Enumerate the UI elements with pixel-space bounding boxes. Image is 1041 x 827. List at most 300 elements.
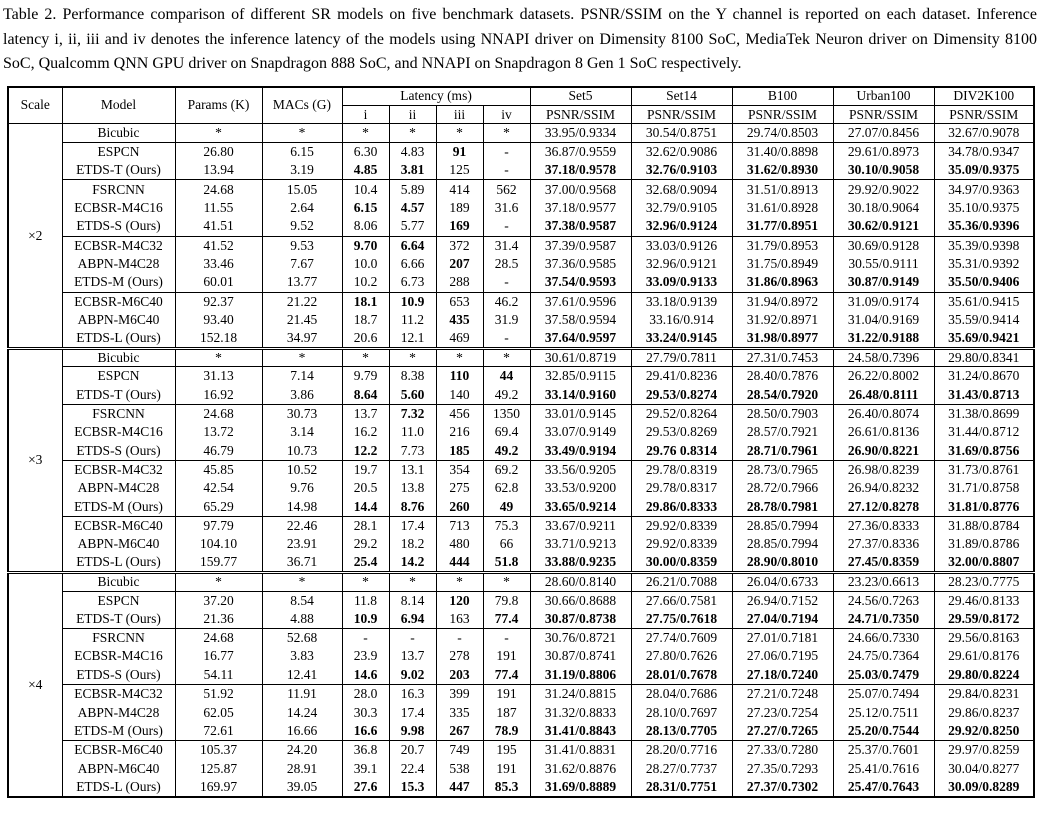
cell-psnr-set14: 28.27/0.7737 <box>631 759 732 778</box>
cell-psnr-set5: 37.64/0.9597 <box>530 329 631 348</box>
cell-model: ETDS-L (Ours) <box>62 778 175 797</box>
header-dataset-set14: Set14 <box>631 87 732 106</box>
table-row <box>8 311 1034 330</box>
cell-latency-i: 28.0 <box>342 685 389 704</box>
cell-psnr-b100: 28.85/0.7994 <box>732 535 833 554</box>
cell-params: 93.40 <box>175 311 262 330</box>
cell-macs: 3.14 <box>262 423 342 442</box>
table-row <box>8 647 1034 666</box>
cell-psnr-urban100: 23.23/0.6613 <box>833 572 934 591</box>
cell-psnr-set5: 31.41/0.8843 <box>530 722 631 741</box>
table-row <box>8 685 1034 704</box>
cell-macs: 23.91 <box>262 535 342 554</box>
cell-latency-iii: 653 <box>436 292 483 311</box>
cell-latency-i: 10.2 <box>342 273 389 292</box>
cell-psnr-div2k100: 35.39/0.9398 <box>934 236 1034 255</box>
cell-latency-iv: 191 <box>483 759 530 778</box>
cell-psnr-div2k100: 29.86/0.8237 <box>934 703 1034 722</box>
cell-latency-iii: 275 <box>436 479 483 498</box>
cell-macs: 12.41 <box>262 666 342 685</box>
table-row <box>8 610 1034 629</box>
cell-psnr-div2k100: 29.97/0.8259 <box>934 741 1034 760</box>
cell-latency-iv: 191 <box>483 647 530 666</box>
cell-latency-iii: 267 <box>436 722 483 741</box>
cell-model: ETDS-M (Ours) <box>62 273 175 292</box>
cell-psnr-b100: 27.18/0.7240 <box>732 666 833 685</box>
cell-macs: 52.68 <box>262 628 342 647</box>
cell-latency-iii: 354 <box>436 460 483 479</box>
cell-psnr-set14: 29.78/0.8319 <box>631 460 732 479</box>
cell-model: ETDS-S (Ours) <box>62 217 175 236</box>
cell-psnr-set5: 37.39/0.9587 <box>530 236 631 255</box>
cell-latency-iii: 538 <box>436 759 483 778</box>
cell-psnr-urban100: 29.92/0.9022 <box>833 180 934 199</box>
cell-psnr-set5: 33.88/0.9235 <box>530 554 631 573</box>
cell-latency-iii: 435 <box>436 311 483 330</box>
cell-psnr-urban100: 25.03/0.7479 <box>833 666 934 685</box>
cell-latency-iii: 260 <box>436 498 483 517</box>
cell-model: ETDS-T (Ours) <box>62 161 175 180</box>
cell-latency-iii: 120 <box>436 591 483 610</box>
cell-latency-ii: 20.7 <box>389 741 436 760</box>
table-row <box>8 741 1034 760</box>
cell-macs: 16.66 <box>262 722 342 741</box>
cell-latency-iii: 749 <box>436 741 483 760</box>
cell-psnr-urban100: 24.75/0.7364 <box>833 647 934 666</box>
cell-macs: 4.88 <box>262 610 342 629</box>
cell-macs: 2.64 <box>262 199 342 218</box>
scale-label: ×4 <box>8 572 62 796</box>
cell-psnr-b100: 29.74/0.8503 <box>732 124 833 143</box>
table-caption: Table 2. Performance comparison of different SR models on five benchmark datasets. PSNR/SSIM on the Y channel is reported on each dataset. Inference latency i, ii, iii and iv denotes the inference latency of the models using NNAPI driver on Dimensity 8100 SoC, MediaTek Neuron driver on Dimensity 8100 SoC, Qualcomm QNN GPU driver on Snapdragon 888 SoC, and NNAPI on Snapdragon 8 Gen 1 SoC respectively. <box>3 6 1037 72</box>
table-row <box>8 161 1034 180</box>
cell-latency-iv: 195 <box>483 741 530 760</box>
cell-psnr-set14: 29.53/0.8269 <box>631 423 732 442</box>
header-metric-set5: PSNR/SSIM <box>530 105 631 124</box>
cell-psnr-div2k100: 35.36/0.9396 <box>934 217 1034 236</box>
cell-psnr-urban100: 31.22/0.9188 <box>833 329 934 348</box>
cell-latency-ii: 13.8 <box>389 479 436 498</box>
cell-latency-ii: * <box>389 124 436 143</box>
table-row <box>8 666 1034 685</box>
cell-psnr-div2k100: 31.38/0.8699 <box>934 404 1034 423</box>
cell-psnr-div2k100: 31.24/0.8670 <box>934 367 1034 386</box>
cell-latency-i: 12.2 <box>342 442 389 461</box>
cell-latency-iv: 85.3 <box>483 778 530 797</box>
cell-params: 51.92 <box>175 685 262 704</box>
cell-latency-iii: 189 <box>436 199 483 218</box>
table-row <box>8 199 1034 218</box>
cell-macs: 9.52 <box>262 217 342 236</box>
cell-psnr-set14: 27.66/0.7581 <box>631 591 732 610</box>
cell-psnr-set14: 29.53/0.8274 <box>631 386 732 405</box>
cell-latency-ii: - <box>389 628 436 647</box>
cell-latency-i: 28.1 <box>342 516 389 535</box>
results-table <box>7 86 1035 798</box>
table-row <box>8 367 1034 386</box>
cell-macs: * <box>262 348 342 367</box>
cell-latency-iv: 46.2 <box>483 292 530 311</box>
cell-latency-i: 6.15 <box>342 199 389 218</box>
cell-model: ABPN-M6C40 <box>62 535 175 554</box>
cell-latency-iv: - <box>483 161 530 180</box>
cell-psnr-b100: 27.27/0.7265 <box>732 722 833 741</box>
cell-latency-iv: 51.8 <box>483 554 530 573</box>
cell-psnr-b100: 28.90/0.8010 <box>732 554 833 573</box>
cell-params: 72.61 <box>175 722 262 741</box>
table-row <box>8 236 1034 255</box>
cell-latency-i: 10.4 <box>342 180 389 199</box>
cell-psnr-set5: 33.95/0.9334 <box>530 124 631 143</box>
cell-macs: 8.54 <box>262 591 342 610</box>
cell-latency-iii: 185 <box>436 442 483 461</box>
table-row <box>8 722 1034 741</box>
cell-psnr-urban100: 27.36/0.8333 <box>833 516 934 535</box>
cell-params: 16.77 <box>175 647 262 666</box>
cell-model: ECBSR-M4C32 <box>62 236 175 255</box>
cell-psnr-div2k100: 35.31/0.9392 <box>934 255 1034 274</box>
cell-psnr-div2k100: 29.61/0.8176 <box>934 647 1034 666</box>
cell-params: 41.52 <box>175 236 262 255</box>
cell-psnr-b100: 28.50/0.7903 <box>732 404 833 423</box>
cell-psnr-b100: 27.23/0.7254 <box>732 703 833 722</box>
cell-macs: * <box>262 124 342 143</box>
header-dataset-div2k100: DIV2K100 <box>934 87 1034 106</box>
cell-model: ETDS-M (Ours) <box>62 722 175 741</box>
cell-psnr-b100: 27.01/0.7181 <box>732 628 833 647</box>
cell-params: * <box>175 572 262 591</box>
cell-latency-ii: 5.89 <box>389 180 436 199</box>
cell-model: ECBSR-M4C16 <box>62 423 175 442</box>
cell-latency-iv: 562 <box>483 180 530 199</box>
cell-model: ECBSR-M4C16 <box>62 647 175 666</box>
cell-psnr-urban100: 26.40/0.8074 <box>833 404 934 423</box>
cell-psnr-b100: 28.57/0.7921 <box>732 423 833 442</box>
cell-psnr-div2k100: 30.04/0.8277 <box>934 759 1034 778</box>
cell-latency-iv: 31.9 <box>483 311 530 330</box>
cell-psnr-urban100: 30.62/0.9121 <box>833 217 934 236</box>
cell-psnr-set14: 32.68/0.9094 <box>631 180 732 199</box>
cell-latency-i: 10.0 <box>342 255 389 274</box>
table-row <box>8 348 1034 367</box>
table-row <box>8 124 1034 143</box>
cell-psnr-set5: 33.67/0.9211 <box>530 516 631 535</box>
cell-params: 42.54 <box>175 479 262 498</box>
cell-model: ETDS-S (Ours) <box>62 666 175 685</box>
cell-psnr-urban100: 25.41/0.7616 <box>833 759 934 778</box>
cell-latency-iv: 1350 <box>483 404 530 423</box>
cell-latency-iii: - <box>436 628 483 647</box>
cell-psnr-set14: 32.96/0.9121 <box>631 255 732 274</box>
cell-latency-i: 18.1 <box>342 292 389 311</box>
cell-latency-iii: * <box>436 348 483 367</box>
cell-psnr-set5: 37.54/0.9593 <box>530 273 631 292</box>
cell-psnr-b100: 28.72/0.7966 <box>732 479 833 498</box>
cell-model: ECBSR-M6C40 <box>62 741 175 760</box>
cell-psnr-set5: 37.00/0.9568 <box>530 180 631 199</box>
cell-latency-ii: 11.0 <box>389 423 436 442</box>
cell-latency-ii: 7.32 <box>389 404 436 423</box>
cell-psnr-set5: 37.36/0.9585 <box>530 255 631 274</box>
header-latency-i: i <box>342 105 389 124</box>
cell-psnr-set5: 37.38/0.9587 <box>530 217 631 236</box>
table-row <box>8 516 1034 535</box>
cell-latency-iii: 447 <box>436 778 483 797</box>
cell-latency-i: 29.2 <box>342 535 389 554</box>
cell-params: * <box>175 124 262 143</box>
cell-psnr-set14: 29.92/0.8339 <box>631 516 732 535</box>
cell-latency-iv: * <box>483 348 530 367</box>
cell-latency-iv: 75.3 <box>483 516 530 535</box>
header-model: Model <box>62 87 175 124</box>
cell-psnr-set5: 33.01/0.9145 <box>530 404 631 423</box>
header-macs: MACs (G) <box>262 87 342 124</box>
cell-latency-iii: 278 <box>436 647 483 666</box>
cell-model: Bicubic <box>62 124 175 143</box>
cell-psnr-urban100: 27.07/0.8456 <box>833 124 934 143</box>
cell-psnr-urban100: 30.87/0.9149 <box>833 273 934 292</box>
header-latency-ii: ii <box>389 105 436 124</box>
cell-psnr-set5: 33.71/0.9213 <box>530 535 631 554</box>
cell-params: 31.13 <box>175 367 262 386</box>
header-latency-iv: iv <box>483 105 530 124</box>
cell-params: 41.51 <box>175 217 262 236</box>
cell-psnr-b100: 28.54/0.7920 <box>732 386 833 405</box>
cell-params: 152.18 <box>175 329 262 348</box>
cell-latency-ii: 6.66 <box>389 255 436 274</box>
cell-macs: 36.71 <box>262 554 342 573</box>
cell-psnr-set14: 33.03/0.9126 <box>631 236 732 255</box>
scale-label: ×3 <box>8 348 62 572</box>
cell-psnr-b100: 31.98/0.8977 <box>732 329 833 348</box>
cell-psnr-set5: 28.60/0.8140 <box>530 572 631 591</box>
cell-latency-iii: 163 <box>436 610 483 629</box>
cell-latency-ii: 6.73 <box>389 273 436 292</box>
cell-latency-i: 36.8 <box>342 741 389 760</box>
cell-latency-iii: 203 <box>436 666 483 685</box>
cell-latency-ii: 8.38 <box>389 367 436 386</box>
header-latency-group: Latency (ms) <box>342 87 530 106</box>
cell-params: 159.77 <box>175 554 262 573</box>
cell-model: ESPCN <box>62 591 175 610</box>
cell-psnr-set5: 30.87/0.8741 <box>530 647 631 666</box>
cell-model: ESPCN <box>62 367 175 386</box>
cell-psnr-urban100: 24.71/0.7350 <box>833 610 934 629</box>
cell-latency-iii: 125 <box>436 161 483 180</box>
cell-psnr-div2k100: 29.80/0.8224 <box>934 666 1034 685</box>
cell-psnr-urban100: 25.07/0.7494 <box>833 685 934 704</box>
table-row <box>8 404 1034 423</box>
cell-psnr-urban100: 31.09/0.9174 <box>833 292 934 311</box>
cell-macs: 6.15 <box>262 143 342 162</box>
cell-latency-iii: 335 <box>436 703 483 722</box>
cell-psnr-set14: 28.31/0.7751 <box>631 778 732 797</box>
table-row <box>8 273 1034 292</box>
cell-latency-iv: 66 <box>483 535 530 554</box>
cell-latency-ii: 11.2 <box>389 311 436 330</box>
cell-psnr-set5: 33.56/0.9205 <box>530 460 631 479</box>
cell-psnr-set14: 28.10/0.7697 <box>631 703 732 722</box>
cell-psnr-set5: 37.18/0.9577 <box>530 199 631 218</box>
cell-latency-iii: 207 <box>436 255 483 274</box>
cell-psnr-set14: 32.79/0.9105 <box>631 199 732 218</box>
cell-psnr-b100: 31.92/0.8971 <box>732 311 833 330</box>
cell-psnr-b100: 28.78/0.7981 <box>732 498 833 517</box>
cell-macs: 24.20 <box>262 741 342 760</box>
table-row <box>8 442 1034 461</box>
cell-psnr-b100: 27.21/0.7248 <box>732 685 833 704</box>
cell-latency-ii: 6.94 <box>389 610 436 629</box>
cell-psnr-set5: 33.49/0.9194 <box>530 442 631 461</box>
cell-psnr-set14: 28.13/0.7705 <box>631 722 732 741</box>
cell-params: 37.20 <box>175 591 262 610</box>
cell-psnr-set5: 37.58/0.9594 <box>530 311 631 330</box>
cell-psnr-set14: 29.92/0.8339 <box>631 535 732 554</box>
cell-psnr-urban100: 30.18/0.9064 <box>833 199 934 218</box>
table-row <box>8 778 1034 797</box>
cell-psnr-div2k100: 29.59/0.8172 <box>934 610 1034 629</box>
cell-psnr-set5: 37.18/0.9578 <box>530 161 631 180</box>
table-row <box>8 759 1034 778</box>
cell-params: 45.85 <box>175 460 262 479</box>
cell-psnr-set5: 30.61/0.8719 <box>530 348 631 367</box>
cell-latency-iv: * <box>483 572 530 591</box>
cell-psnr-div2k100: 31.73/0.8761 <box>934 460 1034 479</box>
cell-psnr-div2k100: 35.10/0.9375 <box>934 199 1034 218</box>
cell-psnr-div2k100: 31.69/0.8756 <box>934 442 1034 461</box>
cell-latency-i: 27.6 <box>342 778 389 797</box>
cell-params: 65.29 <box>175 498 262 517</box>
cell-params: 13.94 <box>175 161 262 180</box>
cell-psnr-div2k100: 31.81/0.8776 <box>934 498 1034 517</box>
cell-latency-i: 16.2 <box>342 423 389 442</box>
cell-latency-iii: 91 <box>436 143 483 162</box>
cell-psnr-div2k100: 29.46/0.8133 <box>934 591 1034 610</box>
cell-latency-iii: 414 <box>436 180 483 199</box>
cell-model: ETDS-S (Ours) <box>62 442 175 461</box>
header-metric-urban100: PSNR/SSIM <box>833 105 934 124</box>
cell-psnr-div2k100: 35.59/0.9414 <box>934 311 1034 330</box>
cell-latency-i: 20.6 <box>342 329 389 348</box>
cell-params: * <box>175 348 262 367</box>
cell-psnr-div2k100: 31.88/0.8784 <box>934 516 1034 535</box>
table-row <box>8 535 1034 554</box>
cell-latency-iii: 216 <box>436 423 483 442</box>
cell-psnr-set5: 31.32/0.8833 <box>530 703 631 722</box>
cell-latency-i: 8.64 <box>342 386 389 405</box>
cell-latency-i: * <box>342 572 389 591</box>
cell-latency-i: 23.9 <box>342 647 389 666</box>
table-row <box>8 460 1034 479</box>
cell-psnr-set14: 29.86/0.8333 <box>631 498 732 517</box>
cell-psnr-div2k100: 35.09/0.9375 <box>934 161 1034 180</box>
cell-psnr-set5: 33.14/0.9160 <box>530 386 631 405</box>
cell-latency-ii: 17.4 <box>389 516 436 535</box>
cell-psnr-div2k100: 31.43/0.8713 <box>934 386 1034 405</box>
cell-macs: 21.22 <box>262 292 342 311</box>
cell-latency-iv: 31.6 <box>483 199 530 218</box>
cell-latency-iii: 288 <box>436 273 483 292</box>
cell-psnr-div2k100: 34.97/0.9363 <box>934 180 1034 199</box>
cell-latency-ii: 14.2 <box>389 554 436 573</box>
cell-latency-iv: 49.2 <box>483 386 530 405</box>
cell-latency-ii: 7.73 <box>389 442 436 461</box>
table-body <box>8 124 1034 797</box>
cell-latency-i: 13.7 <box>342 404 389 423</box>
cell-psnr-b100: 28.71/0.7961 <box>732 442 833 461</box>
cell-psnr-b100: 27.35/0.7293 <box>732 759 833 778</box>
cell-latency-ii: 22.4 <box>389 759 436 778</box>
cell-psnr-urban100: 26.90/0.8221 <box>833 442 934 461</box>
cell-params: 62.05 <box>175 703 262 722</box>
cell-latency-i: 30.3 <box>342 703 389 722</box>
cell-model: FSRCNN <box>62 180 175 199</box>
cell-psnr-div2k100: 29.84/0.8231 <box>934 685 1034 704</box>
cell-params: 24.68 <box>175 180 262 199</box>
cell-psnr-set14: 32.76/0.9103 <box>631 161 732 180</box>
cell-psnr-urban100: 26.48/0.8111 <box>833 386 934 405</box>
cell-latency-iii: 140 <box>436 386 483 405</box>
cell-model: ECBSR-M6C40 <box>62 516 175 535</box>
cell-psnr-urban100: 26.98/0.8239 <box>833 460 934 479</box>
cell-psnr-b100: 28.85/0.7994 <box>732 516 833 535</box>
cell-latency-iv: 191 <box>483 685 530 704</box>
cell-psnr-set14: 29.76 0.8314 <box>631 442 732 461</box>
cell-latency-ii: 4.57 <box>389 199 436 218</box>
cell-model: ETDS-M (Ours) <box>62 498 175 517</box>
cell-latency-iv: 28.5 <box>483 255 530 274</box>
cell-model: ETDS-T (Ours) <box>62 610 175 629</box>
cell-psnr-set14: 28.20/0.7716 <box>631 741 732 760</box>
cell-psnr-set14: 28.01/0.7678 <box>631 666 732 685</box>
cell-latency-i: 16.6 <box>342 722 389 741</box>
cell-macs: * <box>262 572 342 591</box>
cell-latency-ii: 10.9 <box>389 292 436 311</box>
cell-latency-iii: 480 <box>436 535 483 554</box>
cell-latency-iv: - <box>483 329 530 348</box>
cell-latency-ii: 9.98 <box>389 722 436 741</box>
cell-psnr-urban100: 25.20/0.7544 <box>833 722 934 741</box>
header-row-top <box>8 87 1034 106</box>
cell-latency-iv: 49 <box>483 498 530 517</box>
cell-psnr-set14: 27.80/0.7626 <box>631 647 732 666</box>
cell-psnr-b100: 26.94/0.7152 <box>732 591 833 610</box>
cell-latency-iv: 62.8 <box>483 479 530 498</box>
header-metric-set14: PSNR/SSIM <box>631 105 732 124</box>
cell-latency-iii: 372 <box>436 236 483 255</box>
table-row <box>8 498 1034 517</box>
cell-psnr-set5: 33.07/0.9149 <box>530 423 631 442</box>
cell-latency-iv: - <box>483 217 530 236</box>
cell-model: ETDS-T (Ours) <box>62 386 175 405</box>
cell-macs: 34.97 <box>262 329 342 348</box>
table-row <box>8 180 1034 199</box>
cell-latency-ii: 12.1 <box>389 329 436 348</box>
cell-psnr-set14: 30.54/0.8751 <box>631 124 732 143</box>
cell-macs: 13.77 <box>262 273 342 292</box>
cell-params: 92.37 <box>175 292 262 311</box>
cell-latency-i: 18.7 <box>342 311 389 330</box>
table-row <box>8 703 1034 722</box>
cell-model: ABPN-M6C40 <box>62 311 175 330</box>
cell-model: ABPN-M6C40 <box>62 759 175 778</box>
cell-psnr-set14: 32.62/0.9086 <box>631 143 732 162</box>
table-row <box>8 591 1034 610</box>
cell-latency-iv: - <box>483 273 530 292</box>
cell-params: 104.10 <box>175 535 262 554</box>
cell-psnr-urban100: 29.61/0.8973 <box>833 143 934 162</box>
cell-macs: 39.05 <box>262 778 342 797</box>
